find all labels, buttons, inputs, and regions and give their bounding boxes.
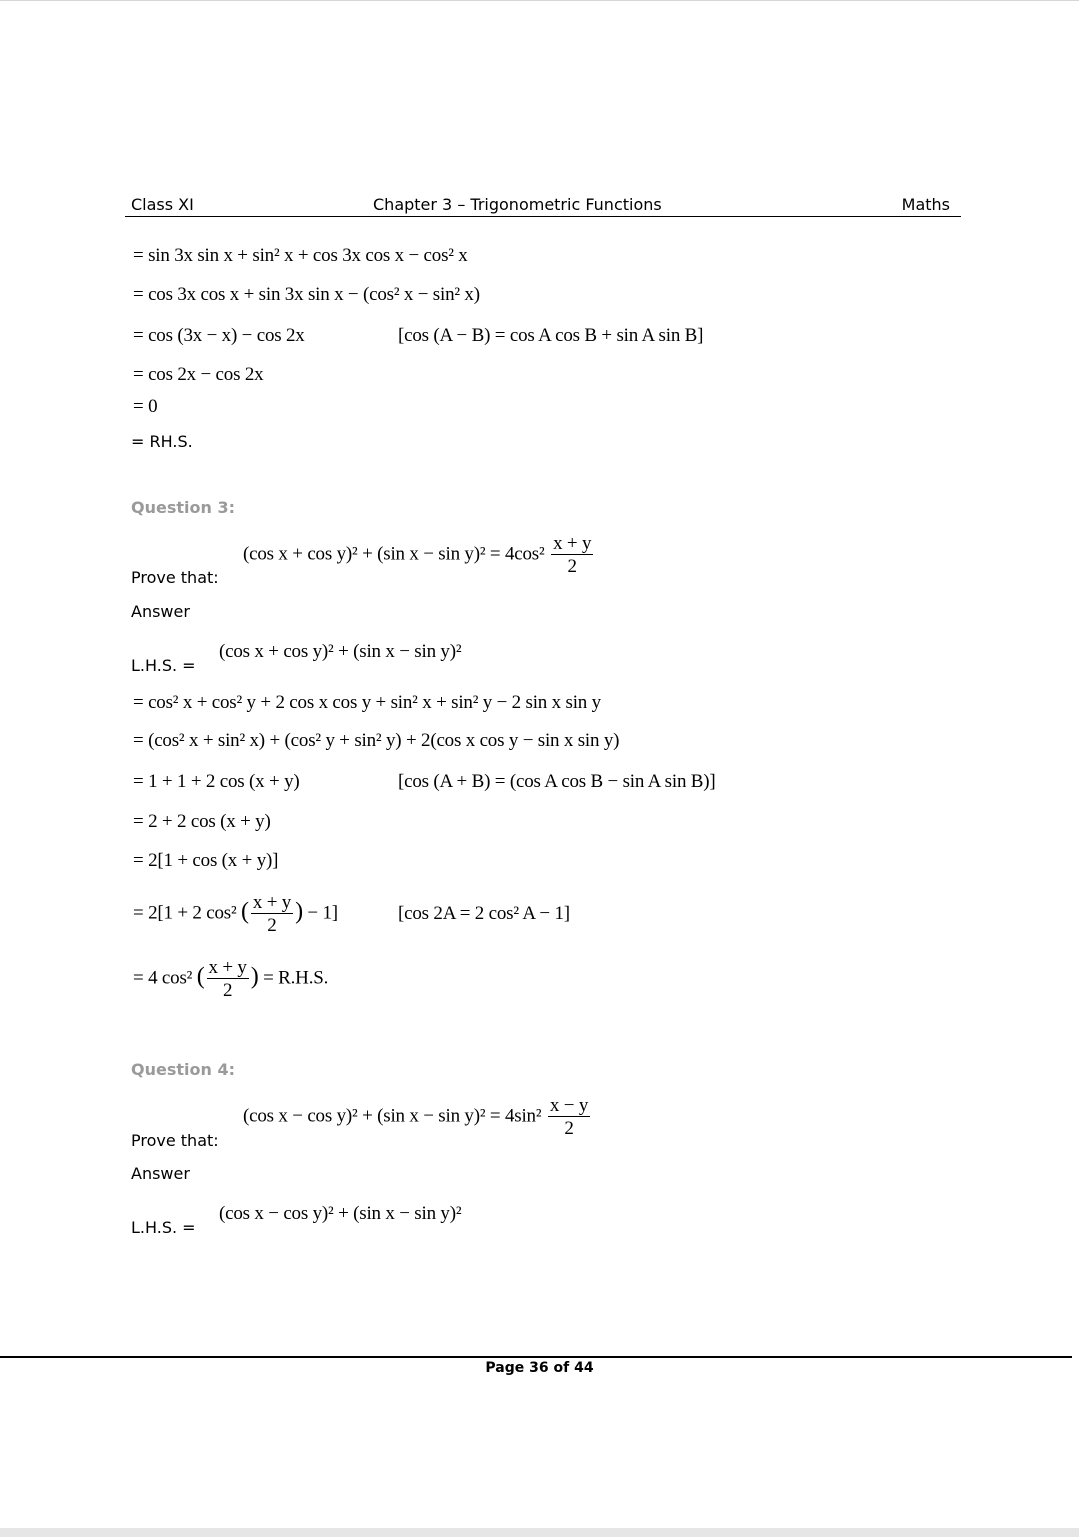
q2-step-5: = 0 <box>133 396 158 417</box>
q2-step-4: = cos 2x − cos 2x <box>133 364 264 385</box>
q3-statement-fraction: $\frac{x + y}{2}$ <box>553 533 592 577</box>
q4-statement-lhs: (cos x − cos y)² + (sin x − sin y)² = 4sin² <box>243 1105 542 1127</box>
q2-identity-note: [cos (A − B) = cos A cos B + sin A sin B] <box>398 325 704 346</box>
q3-step-1: = cos² x + cos² y + 2 cos x cos y + sin² x + sin² y − 2 sin x sin y <box>133 692 601 713</box>
question-4-label: Question 4: <box>131 1060 235 1079</box>
q3-identity-note-1: [cos (A + B) = (cos A cos B − sin A sin B)] <box>398 771 716 792</box>
class-label: Class XI <box>131 195 194 214</box>
q2-step-2: = cos 3x cos x + sin 3x sin x − (cos² x − sin² x) <box>133 284 480 305</box>
q3-lhs-expr: (cos x + cos y)² + (sin x − sin y)² <box>219 641 462 662</box>
q3-step-2: = (cos² x + sin² x) + (cos² y + sin² y) + 2(cos x cos y − sin x sin y) <box>133 730 620 751</box>
q3-step-6: = 2[1 + 2 cos² ( $\frac{x + y}{2}$ ) − 1] <box>133 892 338 936</box>
q3-statement <box>243 534 595 576</box>
q3-step6-fraction: $\frac{x + y}{2}$ <box>252 892 292 936</box>
q4-lhs-expr: (cos x − cos y)² + (sin x − sin y)² <box>219 1203 462 1224</box>
q2-step-1: = sin 3x sin x + sin² x + cos 3x cos x − cos² x <box>133 245 468 266</box>
q3-answer-label: Answer <box>131 602 190 621</box>
q2-step-3: = cos (3x − x) − cos 2x <box>133 325 305 346</box>
q4-answer-label: Answer <box>131 1164 190 1183</box>
top-border <box>0 0 1079 1</box>
subject-label: Maths <box>901 195 950 214</box>
q3-step-3: = 1 + 1 + 2 cos (x + y) <box>133 771 300 792</box>
q3-step-5: = 2[1 + cos (x + y)] <box>133 850 279 871</box>
viewer-bottom-bar <box>0 1528 1079 1537</box>
q3-step-7: = 4 cos² ( $\frac{x + y}{2}$ ) = R.H.S. <box>133 957 329 1001</box>
footer-divider <box>0 1356 1072 1358</box>
question-3-label: Question 3: <box>131 498 235 517</box>
chapter-title: Chapter 3 – Trigonometric Functions <box>373 195 662 214</box>
page-header <box>125 194 961 217</box>
q4-statement <box>243 1096 592 1138</box>
q3-identity-note-2: [cos 2A = 2 cos² A − 1] <box>398 903 570 924</box>
page-number: Page 36 of 44 <box>485 1360 594 1376</box>
q3-step-4: = 2 + 2 cos (x + y) <box>133 811 271 832</box>
q4-lhs-label: L.H.S. = <box>131 1218 196 1237</box>
q3-prove-label: Prove that: <box>131 568 219 587</box>
q3-lhs-label: L.H.S. = <box>131 656 196 675</box>
q3-step7-fraction: $\frac{x + y}{2}$ <box>208 957 247 1001</box>
q2-rhs: = RH.S. <box>131 432 193 451</box>
q3-statement-lhs: (cos x + cos y)² + (sin x − sin y)² = 4cos² <box>243 543 545 565</box>
q4-statement-fraction: $\frac{x - y}{2}$ <box>549 1095 589 1139</box>
q4-prove-label: Prove that: <box>131 1131 219 1150</box>
